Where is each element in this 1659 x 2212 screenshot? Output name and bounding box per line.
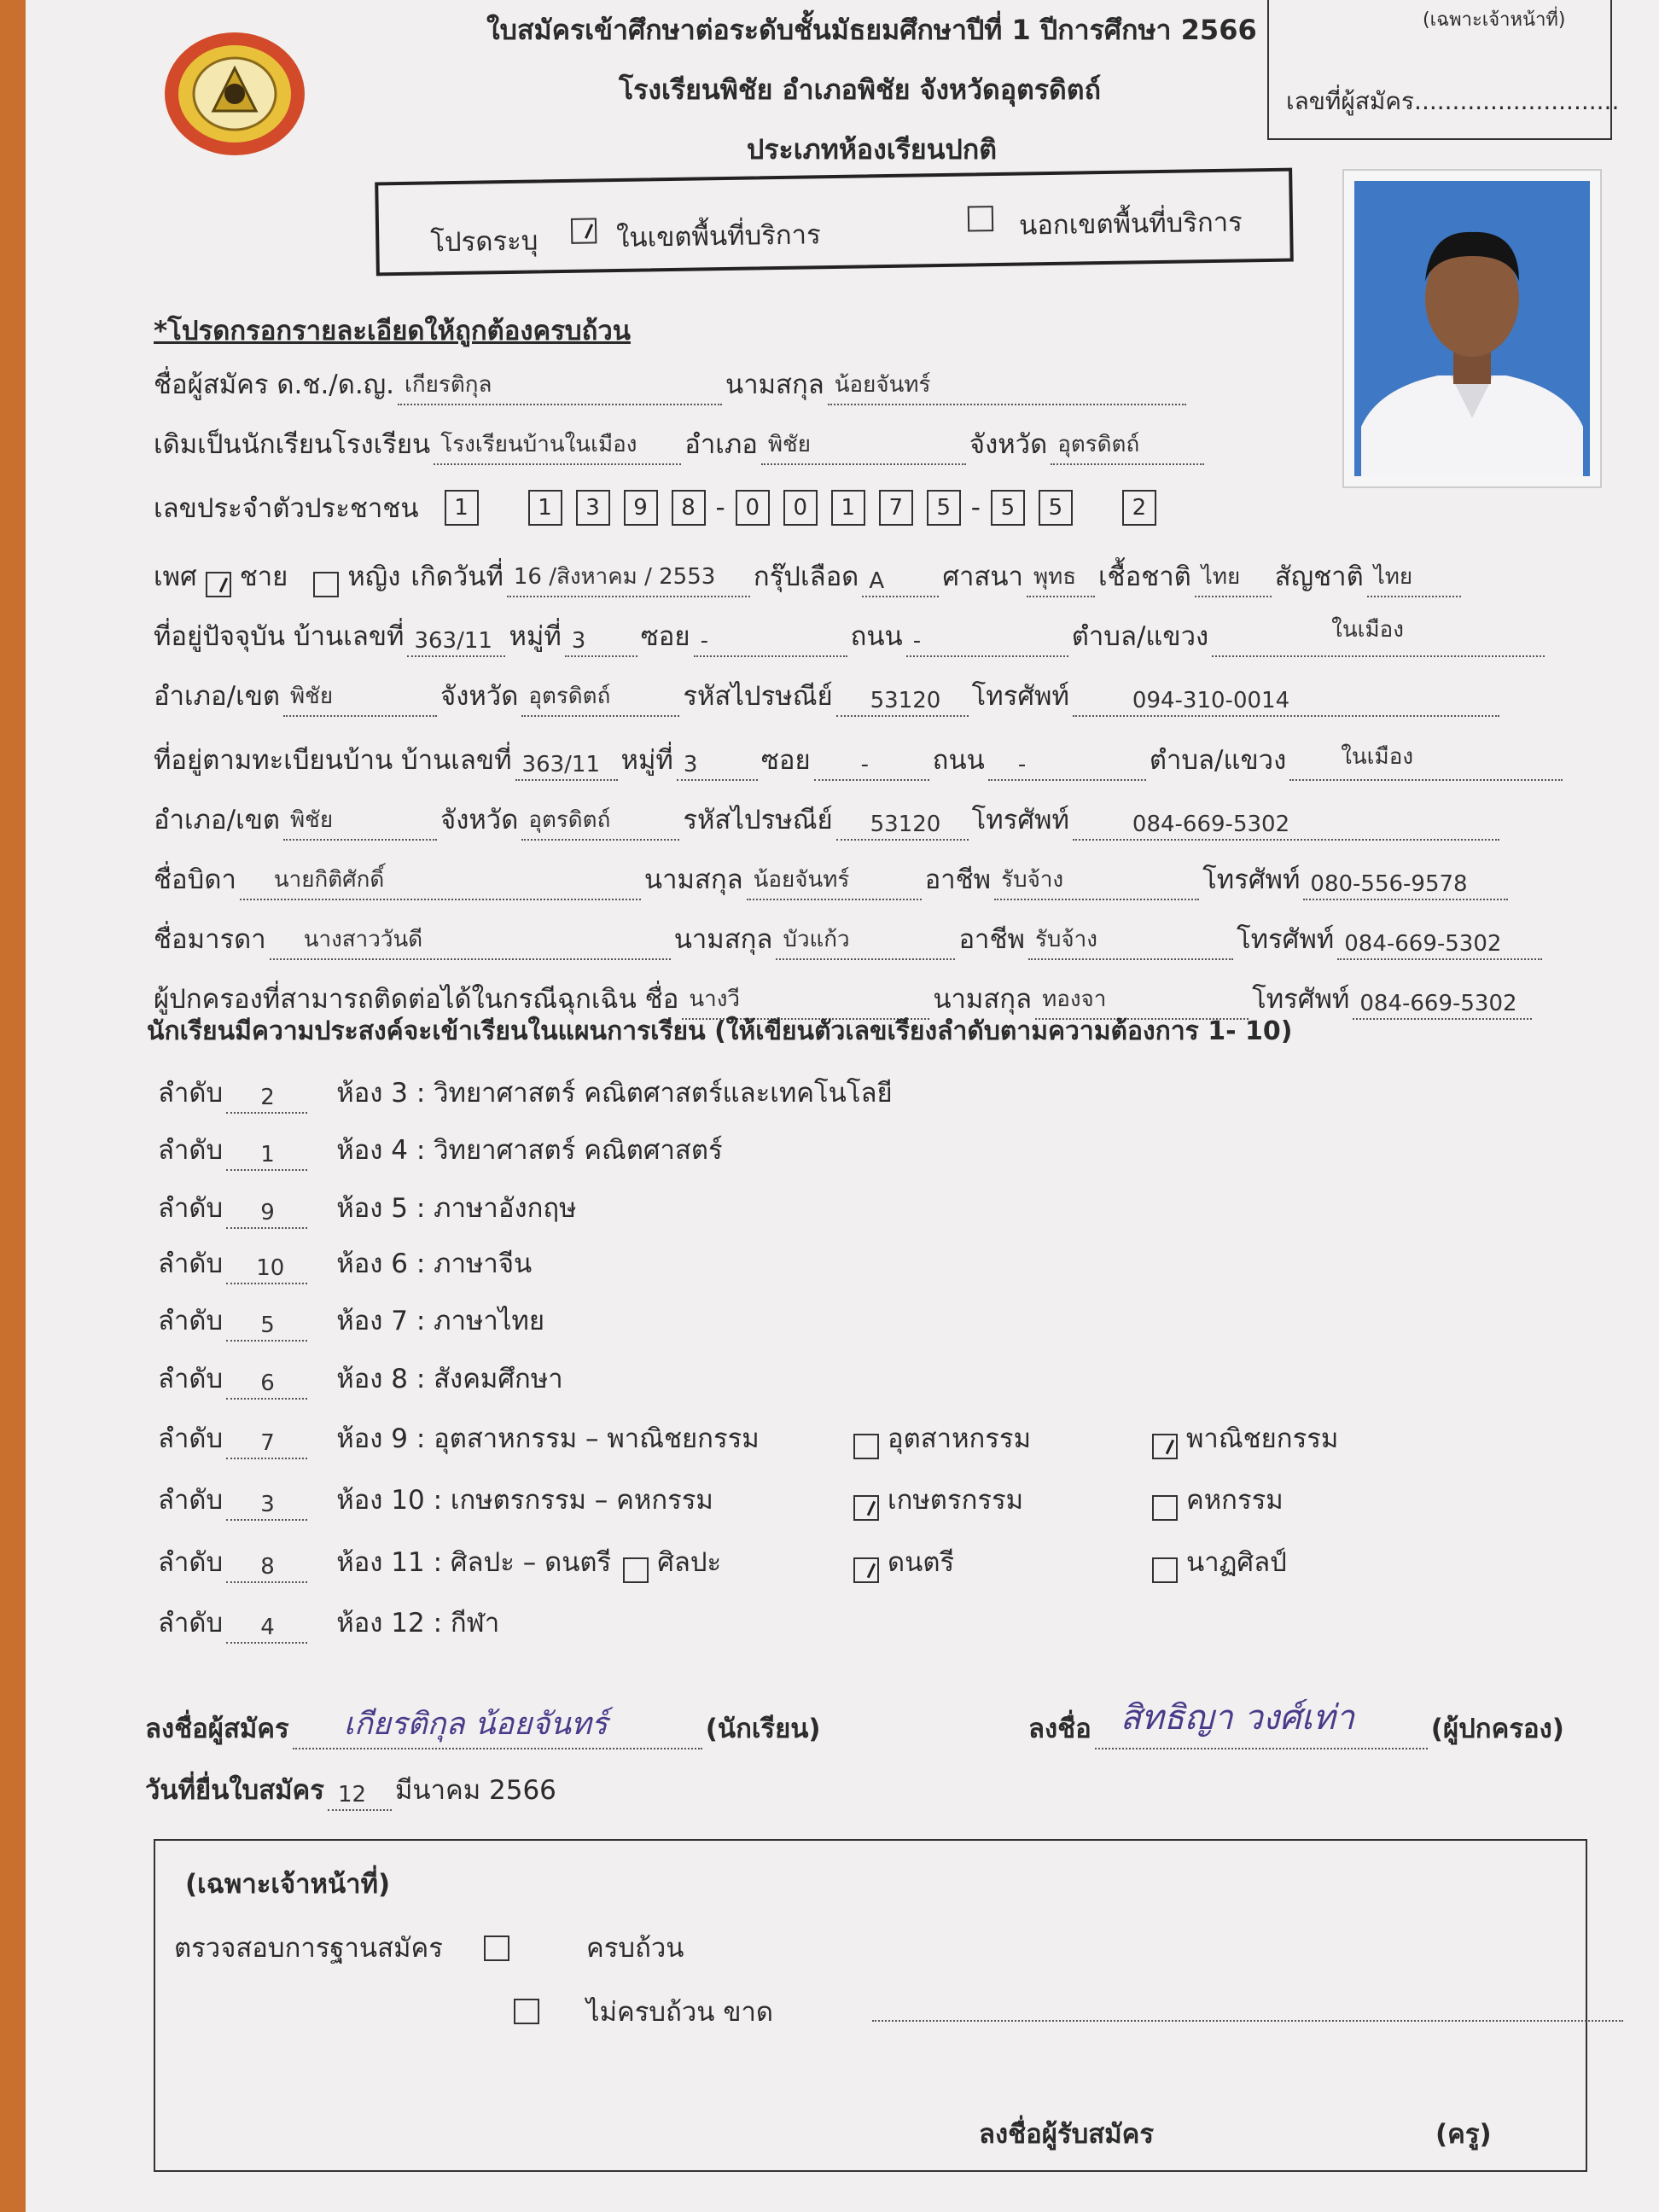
agriculture-checkbox[interactable] xyxy=(853,1495,879,1521)
submit-day-field[interactable] xyxy=(328,1780,392,1811)
plan-item xyxy=(158,1071,893,1114)
row-current-address-2 xyxy=(154,674,1503,717)
current-subdistrict-field[interactable] xyxy=(1212,617,1545,657)
officer-check-label: ตรวจสอบการฐานสมัคร xyxy=(174,1933,443,1964)
commerce-label: พาณิชยกรรม xyxy=(1186,1423,1339,1454)
out-area-box-icon xyxy=(968,206,993,231)
plan-order-label: ลำดับ xyxy=(158,1423,224,1454)
plan-rank-value: 6 xyxy=(260,1371,275,1396)
father-phone-field[interactable] xyxy=(1303,870,1508,900)
agriculture-option xyxy=(845,1478,1023,1521)
row-submit-date xyxy=(145,1768,556,1811)
incomplete-reason-field[interactable] xyxy=(872,1994,1623,2022)
row-registered-address-1 xyxy=(154,738,1566,781)
school-logo xyxy=(162,30,307,158)
officer-number-box xyxy=(1267,0,1620,140)
in-area-checkbox[interactable] xyxy=(562,218,605,244)
current-road-label: ถนน xyxy=(850,621,903,652)
submit-date-label: วันที่ยื่นใบสมัคร xyxy=(145,1775,324,1806)
plan-rank-field[interactable] xyxy=(226,1369,307,1400)
id-digit[interactable]: 7 xyxy=(879,490,913,526)
registered-district-label: อำเภอ/เขต xyxy=(154,805,281,835)
title-line-2: โรงเรียนพิชัย อำเภอพิชัย จังหวัดอุตรดิตถ์ xyxy=(619,73,1101,106)
art-label: ศิลปะ xyxy=(657,1547,722,1578)
current-subdistrict-label: ตำบล/แขวง xyxy=(1071,621,1209,652)
applicant-sign-field[interactable] xyxy=(293,1707,702,1749)
current-district-value: พิชัย xyxy=(290,684,334,709)
race-value: ไทย xyxy=(1201,564,1241,590)
id-digit[interactable]: 2 xyxy=(1122,490,1156,526)
area-select-label: โปรดระบุ xyxy=(430,225,538,259)
father-label: ชื่อบิดา xyxy=(154,864,236,895)
blood-field[interactable] xyxy=(862,567,939,597)
music-option xyxy=(845,1540,954,1583)
registered-house-value: 363/11 xyxy=(521,752,601,777)
row-father xyxy=(154,858,1511,900)
nationality-label: สัญชาติ xyxy=(1274,562,1364,592)
registered-soi-value: - xyxy=(860,752,870,777)
former-school-value: โรงเรียนบ้านในเมือง xyxy=(440,432,637,457)
current-subdistrict-value: ในเมือง xyxy=(1331,617,1404,643)
plan-room: ห้อง 3 : วิทยาศาสตร์ คณิตศาสตร์และเทคโนโลยี xyxy=(336,1078,893,1109)
incomplete-label: ไม่ครบถ้วน ขาด xyxy=(586,1997,774,2028)
plan-item xyxy=(158,1242,532,1284)
current-soi-value: - xyxy=(700,628,708,654)
plan-heading: นักเรียนมีความประสงค์จะเข้าเรียนในแผนการเรียน (ให้เขียนตัวเลขเรียงลำดับตามความต้องการ 1- 10) xyxy=(147,1016,1293,1046)
religion-label: ศาสนา xyxy=(942,562,1023,592)
plan-rank-field[interactable] xyxy=(226,1552,307,1583)
plan-item xyxy=(158,1417,760,1459)
id-digit[interactable]: 9 xyxy=(624,490,658,526)
female-checkbox[interactable] xyxy=(313,572,339,597)
plan-room: ห้อง 10 : เกษตรกรรม – คหกรรม xyxy=(336,1485,713,1516)
former-school-field[interactable] xyxy=(434,434,681,465)
registered-phone-field[interactable] xyxy=(1073,810,1499,841)
current-address-label: ที่อยู่ปัจจุบัน บ้านเลขที่ xyxy=(154,621,405,652)
guardian-sign-field[interactable] xyxy=(1095,1698,1428,1749)
complete-label: ครบถ้วน xyxy=(586,1933,684,1964)
birth-label: เกิดวันที่ xyxy=(410,562,504,592)
father-name-field[interactable] xyxy=(240,867,641,900)
registered-subdistrict-value: ในเมือง xyxy=(1341,744,1414,770)
nationality-field[interactable] xyxy=(1367,564,1461,597)
current-moo-field[interactable] xyxy=(565,626,637,657)
plan-room: ห้อง 4 : วิทยาศาสตร์ คณิตศาสตร์ xyxy=(336,1135,723,1166)
row-sex-birth xyxy=(154,555,1464,597)
registered-district-field[interactable] xyxy=(283,807,437,841)
plan-rank-field[interactable] xyxy=(226,1613,307,1644)
current-province-label: จังหวัด xyxy=(440,681,519,712)
commerce-checkbox[interactable] xyxy=(1152,1434,1178,1459)
registered-road-label: ถนน xyxy=(932,745,985,776)
blood-label: กรุ๊ปเลือด xyxy=(753,562,859,592)
current-moo-value: 3 xyxy=(571,628,586,654)
area-select-box xyxy=(375,168,1294,276)
blood-value: A xyxy=(869,568,885,594)
plan-order-label: ลำดับ xyxy=(158,1485,224,1516)
id-digit[interactable]: 1 xyxy=(528,490,562,526)
mother-label: ชื่อมารดา xyxy=(154,924,266,955)
registered-phone-value: 084-669-5302 xyxy=(1132,812,1290,837)
registered-province-value: อุตรดิตถ์ xyxy=(528,807,611,833)
father-phone-value: 080-556-9578 xyxy=(1310,871,1468,897)
art-checkbox[interactable] xyxy=(623,1557,649,1583)
registered-house-field[interactable] xyxy=(515,750,618,781)
incomplete-checkbox[interactable] xyxy=(514,1999,539,2024)
registered-moo-field[interactable] xyxy=(677,750,758,781)
current-phone-value: 094-310-0014 xyxy=(1132,688,1290,713)
industry-option xyxy=(845,1417,1031,1459)
registered-district-value: พิชัย xyxy=(290,807,334,833)
industry-label: อุตสาหกรรม xyxy=(888,1423,1032,1454)
plan-order-label: ลำดับ xyxy=(158,1608,224,1639)
father-occupation-value: รับจ้าง xyxy=(1001,867,1064,893)
father-surname-label: นามสกุล xyxy=(643,864,743,895)
current-zip-field[interactable] xyxy=(836,686,969,717)
music-checkbox[interactable] xyxy=(853,1557,879,1583)
registered-road-field[interactable] xyxy=(988,750,1146,781)
plan-rank-field[interactable] xyxy=(226,1083,307,1114)
registered-phone-label: โทรศัพท์ xyxy=(971,805,1069,835)
father-occupation-label: อาชีพ xyxy=(924,864,992,895)
former-province-value: อุตรดิตถ์ xyxy=(1057,432,1140,457)
mother-name-field[interactable] xyxy=(270,929,671,960)
former-province-field[interactable] xyxy=(1051,434,1204,465)
id-digit[interactable]: 0 xyxy=(783,490,818,526)
plan-item xyxy=(158,1601,499,1644)
former-district-field[interactable] xyxy=(761,434,966,465)
sex-label: เพศ xyxy=(154,562,197,592)
id-digit[interactable]: 8 xyxy=(672,490,706,526)
plan-rank-field[interactable] xyxy=(226,1140,307,1171)
row-current-address-1 xyxy=(154,614,1548,657)
complete-checkbox[interactable] xyxy=(484,1936,509,1961)
nationality-value: ไทย xyxy=(1373,564,1413,590)
former-school-label: เดิมเป็นนักเรียนโรงเรียน xyxy=(154,429,431,460)
registered-province-label: จังหวัด xyxy=(440,805,519,835)
registered-moo-label: หมู่ที่ xyxy=(620,745,673,776)
mother-phone-field[interactable] xyxy=(1337,929,1542,960)
home-ec-option xyxy=(1144,1478,1284,1521)
row-registered-address-2 xyxy=(154,798,1503,841)
current-district-field[interactable] xyxy=(283,686,437,717)
guardian-phone-label: โทรศัพท์ xyxy=(1252,984,1350,1015)
id-digit[interactable]: 0 xyxy=(736,490,770,526)
current-district-label: อำเภอ/เขต xyxy=(154,681,281,712)
plan-order-label: ลำดับ xyxy=(158,1135,224,1166)
plan-order-label: ลำดับ xyxy=(158,1306,224,1336)
registered-zip-field[interactable] xyxy=(836,810,969,841)
name-label: ชื่อผู้สมัคร ด.ช./ด.ญ. xyxy=(154,370,394,400)
registered-soi-label: ซอย xyxy=(760,745,811,776)
plan-rank-value: 10 xyxy=(256,1255,285,1281)
out-area-checkbox[interactable] xyxy=(959,206,1002,232)
row-applicant-signature xyxy=(145,1707,821,1749)
plan-item xyxy=(158,1299,544,1342)
guardian-surname-label: นามสกุล xyxy=(933,984,1033,1015)
birth-value: 16 /สิงหาคม / 2553 xyxy=(513,564,716,590)
father-surname-value: น้อยจันทร์ xyxy=(753,867,850,893)
music-label: ดนตรี xyxy=(888,1547,955,1578)
plan-item xyxy=(158,1128,723,1171)
male-label: ชาย xyxy=(239,562,288,592)
mother-phone-value: 084-669-5302 xyxy=(1344,931,1502,957)
instruction: *โปรดกรอกรายละเอียดให้ถูกต้องครบถ้วน xyxy=(154,316,631,346)
mother-surname-value: บัวแก้ว xyxy=(783,927,850,952)
race-field[interactable] xyxy=(1195,564,1272,597)
row-former-school xyxy=(154,422,1208,465)
father-surname-field[interactable] xyxy=(747,867,922,900)
plan-rank-field[interactable] xyxy=(226,1254,307,1284)
mother-surname-field[interactable] xyxy=(776,929,955,960)
current-province-field[interactable] xyxy=(521,686,679,717)
last-name-value: น้อยจันทร์ xyxy=(834,372,931,398)
in-area-label: ในเขตพื้นที่บริการ xyxy=(615,219,821,254)
officer-title: (เฉพาะเจ้าหน้าที่) xyxy=(185,1869,391,1900)
id-digit[interactable]: 5 xyxy=(991,490,1025,526)
guardian-label: ผู้ปกครองที่สามารถติดต่อได้ในกรณีฉุกเฉิน ชื่อ xyxy=(154,984,679,1015)
plan-rank-field[interactable] xyxy=(226,1311,307,1342)
mother-phone-label: โทรศัพท์ xyxy=(1236,924,1335,955)
plan-rank-value: 5 xyxy=(260,1313,275,1338)
row-name xyxy=(154,363,1190,405)
current-zip-label: รหัสไปรษณีย์ xyxy=(683,681,833,712)
plan-item xyxy=(158,1540,721,1583)
plan-rank-value: 8 xyxy=(260,1554,275,1580)
form-paper xyxy=(26,0,1659,2212)
current-house-value: 363/11 xyxy=(414,628,492,654)
birth-field[interactable] xyxy=(507,564,750,597)
former-district-value: พิชัย xyxy=(767,432,811,457)
receiver-suffix: (ครู) xyxy=(1435,2119,1492,2150)
home-ec-checkbox[interactable] xyxy=(1152,1495,1178,1521)
agriculture-label: เกษตรกรรม xyxy=(888,1485,1024,1516)
id-separator: - xyxy=(970,492,981,523)
plan-rank-field[interactable] xyxy=(226,1198,307,1229)
guardian-sign-label: ลงชื่อ xyxy=(1028,1714,1091,1744)
plan-room: ห้อง 12 : กีฬา xyxy=(336,1608,500,1639)
surname-label: นามสกุล xyxy=(725,370,824,400)
plan-rank-field[interactable] xyxy=(226,1429,307,1459)
officer-box xyxy=(154,1839,1587,2172)
registered-subdistrict-field[interactable] xyxy=(1289,744,1563,781)
guardian-suffix: (ผู้ปกครอง) xyxy=(1430,1714,1564,1744)
plan-rank-value: 9 xyxy=(260,1200,275,1225)
registered-address-label: ที่อยู่ตามทะเบียนบ้าน บ้านเลขที่ xyxy=(154,745,512,776)
current-province-value: อุตรดิตถ์ xyxy=(528,684,611,709)
registered-subdistrict-label: ตำบล/แขวง xyxy=(1149,745,1287,776)
plan-rank-value: 7 xyxy=(260,1430,275,1456)
mother-occupation-field[interactable] xyxy=(1028,929,1233,960)
student-suffix: (นักเรียน) xyxy=(705,1714,821,1744)
mother-occupation-label: อาชีพ xyxy=(958,924,1025,955)
registered-province-field[interactable] xyxy=(521,807,679,841)
guardian-signature: สิทธิญา วงศ์เท่า xyxy=(1120,1698,1355,1738)
current-road-value: - xyxy=(912,628,922,654)
current-house-field[interactable] xyxy=(407,626,505,657)
plan-rank-value: 1 xyxy=(260,1142,275,1167)
plan-rank-value: 4 xyxy=(260,1615,275,1640)
father-occupation-field[interactable] xyxy=(994,867,1199,900)
guardian-surname-value: ทองจา xyxy=(1042,987,1107,1012)
applicant-sign-label: ลงชื่อผู้สมัคร xyxy=(145,1714,289,1744)
title-line-3: ประเภทห้องเรียนปกติ xyxy=(747,133,997,166)
drama-label: นาฏศิลป์ xyxy=(1186,1547,1287,1578)
plan-rank-value: 3 xyxy=(260,1492,275,1517)
mother-name-value: นางสาววันดี xyxy=(303,927,423,952)
male-checkbox[interactable] xyxy=(206,572,231,597)
guardian-name-value: นางวี xyxy=(689,987,740,1012)
id-separator: - xyxy=(715,492,725,523)
father-name-value: นายกิติศักดิ์ xyxy=(273,867,385,893)
plan-order-label: ลำดับ xyxy=(158,1364,224,1394)
plan-order-label: ลำดับ xyxy=(158,1547,224,1578)
current-soi-field[interactable] xyxy=(694,626,847,657)
plan-rank-field[interactable] xyxy=(226,1490,307,1521)
plan-item xyxy=(158,1357,563,1400)
id-digit[interactable]: 3 xyxy=(576,490,610,526)
registered-road-value: - xyxy=(1017,752,1027,777)
title-line-1: ใบสมัครเข้าศึกษาต่อระดับชั้นมัธยมศึกษาปีที่ 1 ปีการศึกษา 2566 xyxy=(486,14,1257,46)
plan-room: ห้อง 8 : สังคมศึกษา xyxy=(336,1364,563,1394)
plan-rank-value: 2 xyxy=(260,1085,275,1110)
first-name-field[interactable] xyxy=(398,372,722,405)
id-digit[interactable]: 5 xyxy=(927,490,961,526)
mother-surname-label: นามสกุล xyxy=(673,924,773,955)
row-id-card xyxy=(154,486,1163,529)
row-guardian-signature xyxy=(1028,1698,1564,1749)
drama-option xyxy=(1144,1540,1287,1583)
submit-date-rest: มีนาคม 2566 xyxy=(394,1775,556,1806)
current-phone-label: โทรศัพท์ xyxy=(971,681,1069,712)
plan-order-label: ลำดับ xyxy=(158,1249,224,1279)
current-moo-label: หมู่ที่ xyxy=(509,621,562,652)
guardian-phone-field[interactable] xyxy=(1353,989,1532,1020)
registered-moo-value: 3 xyxy=(683,752,698,777)
registered-soi-field[interactable] xyxy=(814,750,929,781)
former-district-label: อำเภอ xyxy=(684,429,758,460)
religion-field[interactable] xyxy=(1027,564,1095,597)
applicant-signature: เกียรติกุล น้อยจันทร์ xyxy=(343,1707,608,1742)
plan-room: ห้อง 9 : อุตสาหกรรม – พาณิชยกรรม xyxy=(336,1423,760,1454)
plan-item xyxy=(158,1186,577,1229)
plan-order-label: ลำดับ xyxy=(158,1193,224,1224)
plan-item xyxy=(158,1478,713,1521)
guardian-phone-value: 084-669-5302 xyxy=(1359,991,1517,1016)
race-label: เชื้อชาติ xyxy=(1097,562,1191,592)
out-area-label: นอกเขตพื้นที่บริการ xyxy=(1018,207,1243,242)
registered-zip-value: 53120 xyxy=(870,812,941,837)
id-digit[interactable]: 5 xyxy=(1039,490,1073,526)
current-road-field[interactable] xyxy=(906,626,1068,657)
registered-zip-label: รหัสไปรษณีย์ xyxy=(683,805,833,835)
first-name-value: เกียรติกุล xyxy=(405,372,492,398)
plan-room: ห้อง 5 : ภาษาอังกฤษ xyxy=(336,1193,577,1224)
plan-room: ห้อง 7 : ภาษาไทย xyxy=(336,1306,545,1336)
plan-room: ห้อง 6 : ภาษาจีน xyxy=(336,1249,533,1279)
current-phone-field[interactable] xyxy=(1073,686,1499,717)
id-card-label: เลขประจำตัวประชาชน xyxy=(154,493,419,524)
industry-checkbox[interactable] xyxy=(853,1434,879,1459)
female-label: หญิง xyxy=(347,562,401,592)
commerce-option xyxy=(1144,1417,1338,1459)
officer-box-label: (เฉพาะเจ้าหน้าที่) xyxy=(1423,9,1566,31)
plan-room: ห้อง 11 : ศิลปะ – ดนตรี xyxy=(336,1547,612,1578)
plan-order-label: ลำดับ xyxy=(158,1078,224,1109)
receiver-label: ลงชื่อผู้รับสมัคร xyxy=(979,2119,1155,2150)
applicant-photo xyxy=(1344,171,1600,486)
submit-day-value: 12 xyxy=(337,1782,367,1807)
id-digit[interactable]: 1 xyxy=(445,490,479,526)
row-mother xyxy=(154,917,1545,960)
former-province-label: จังหวัด xyxy=(969,429,1048,460)
id-digit[interactable]: 1 xyxy=(831,490,865,526)
father-phone-label: โทรศัพท์ xyxy=(1202,864,1301,895)
in-area-check-icon xyxy=(571,218,597,243)
current-zip-value: 53120 xyxy=(870,688,941,713)
current-soi-label: ซอย xyxy=(640,621,690,652)
applicant-number-label: เลขที่ผู้สมัคร........................... xyxy=(1286,87,1620,115)
home-ec-label: คหกรรม xyxy=(1186,1485,1284,1516)
drama-checkbox[interactable] xyxy=(1152,1557,1178,1583)
religion-value: พุทธ xyxy=(1033,564,1077,590)
last-name-field[interactable] xyxy=(828,372,1186,405)
mother-occupation-value: รับจ้าง xyxy=(1034,927,1097,952)
